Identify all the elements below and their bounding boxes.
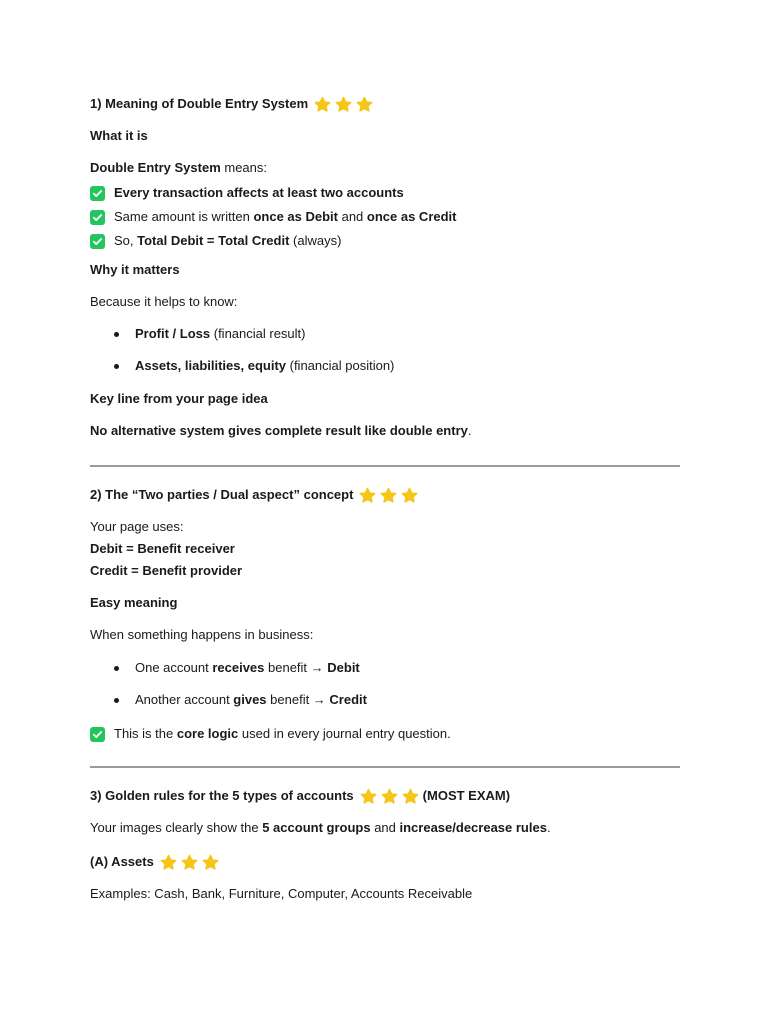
checkmark-box-icon xyxy=(90,727,105,742)
uses-line: Your page uses: xyxy=(90,519,184,534)
star-icon xyxy=(360,788,377,805)
divider xyxy=(90,766,680,768)
section3-heading: 3) Golden rules for the 5 types of accounts (MOST EXAM) xyxy=(90,786,680,806)
document-page xyxy=(90,94,680,904)
bullet-icon xyxy=(114,332,119,337)
why-it-matters-heading: Why it matters xyxy=(90,262,180,277)
star-icon xyxy=(401,487,418,504)
check-item: Same amount is written once as Debit and once as Credit xyxy=(90,207,680,227)
what-it-is-heading: What it is xyxy=(90,128,148,143)
bullet-icon xyxy=(114,666,119,671)
star-icon xyxy=(402,788,419,805)
checkmark-box-icon xyxy=(90,186,105,201)
check-item: This is the core logic used in every journal entry question. xyxy=(90,724,680,744)
bullet-icon xyxy=(114,698,119,703)
check-item: So, Total Debit = Total Credit (always) xyxy=(90,231,680,251)
when-line: When something happens in business: xyxy=(90,627,314,642)
rating-stars xyxy=(359,487,422,504)
bullet-item: One account receives benefit → Debit xyxy=(90,658,680,678)
rating-stars xyxy=(160,854,223,871)
check-item: Every transaction affects at least two accounts xyxy=(90,183,680,203)
section3-intro: Your images clearly show the 5 account groups and increase/decrease rules. xyxy=(90,820,551,835)
divider xyxy=(90,465,680,467)
most-exam-label: (MOST EXAM) xyxy=(422,788,511,803)
checkmark-box-icon xyxy=(90,234,105,249)
credit-definition: Credit = Benefit provider xyxy=(90,563,243,578)
star-icon xyxy=(335,96,352,113)
rating-stars xyxy=(360,788,423,805)
bullet-item: Profit / Loss (financial result) xyxy=(90,324,680,344)
assets-heading: (A) Assets xyxy=(90,852,680,872)
intro-line: Double Entry System means: xyxy=(90,160,268,175)
star-icon xyxy=(181,854,198,871)
key-line: No alternative system gives complete result like double entry. xyxy=(90,423,472,438)
bullet-item: Another account gives benefit → Credit xyxy=(90,690,680,710)
bullet-item: Assets, liabilities, equity (financial position) xyxy=(90,356,680,376)
star-icon xyxy=(380,487,397,504)
key-line-heading: Key line from your page idea xyxy=(90,391,268,406)
bullet-icon xyxy=(114,364,119,369)
section2-heading: 2) The “Two parties / Dual aspect” concept xyxy=(90,485,680,505)
star-icon xyxy=(202,854,219,871)
star-icon xyxy=(381,788,398,805)
star-icon xyxy=(314,96,331,113)
section1-heading: 1) Meaning of Double Entry System xyxy=(90,94,680,114)
assets-examples: Examples: Cash, Bank, Furniture, Computer, Accounts Receivable xyxy=(90,886,473,901)
easy-meaning-heading: Easy meaning xyxy=(90,595,178,610)
star-icon xyxy=(160,854,177,871)
because-line: Because it helps to know: xyxy=(90,294,238,309)
debit-definition: Debit = Benefit receiver xyxy=(90,541,235,556)
star-icon xyxy=(359,487,376,504)
star-icon xyxy=(356,96,373,113)
checkmark-box-icon xyxy=(90,210,105,225)
rating-stars xyxy=(314,96,377,113)
